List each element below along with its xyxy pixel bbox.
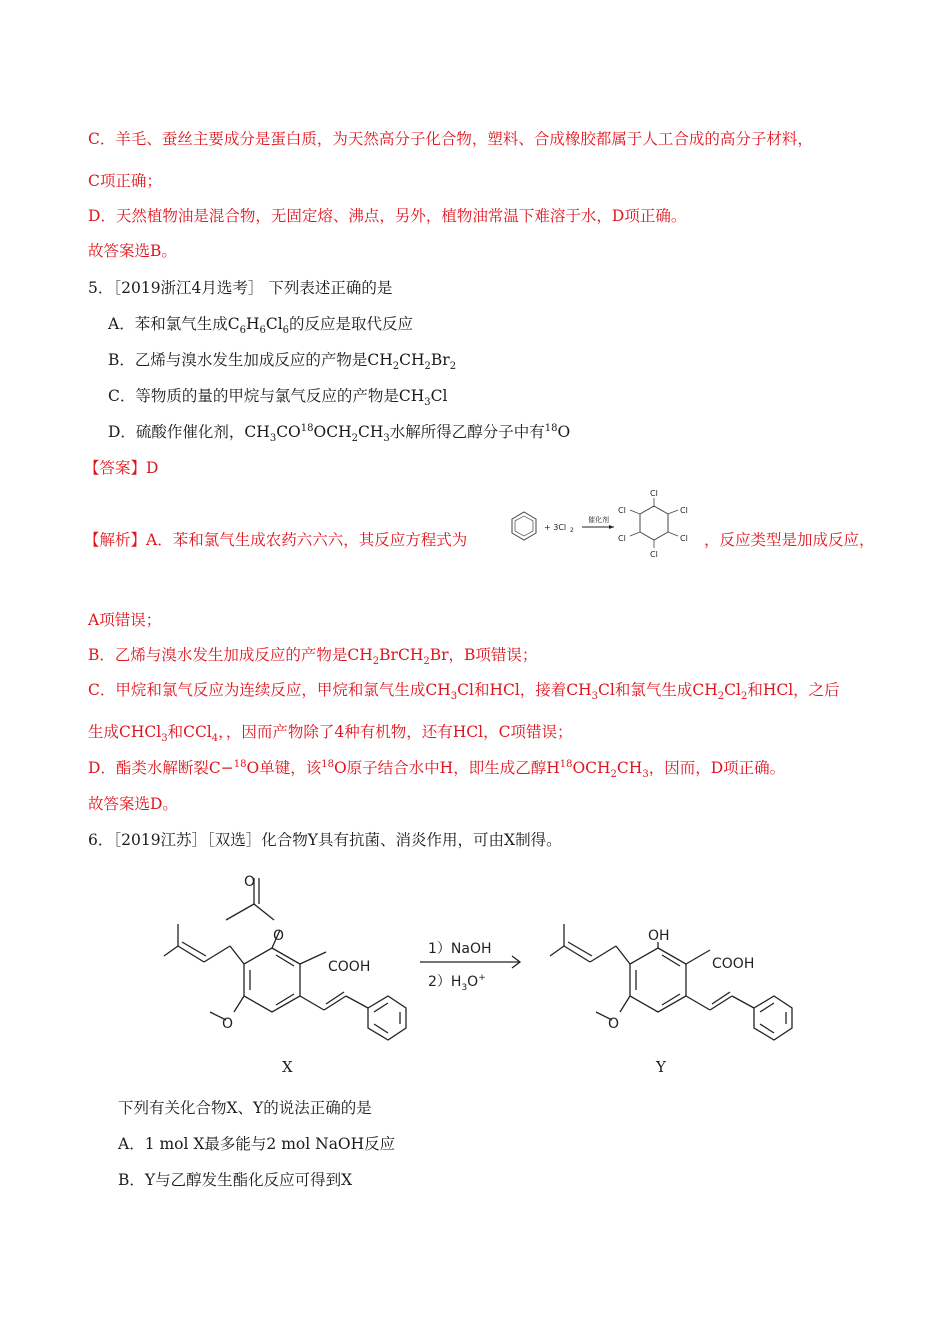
a-wrong-text: A项错误； <box>88 611 162 629</box>
catalyst-text: 催化剂 <box>588 516 609 524</box>
x-carbonyl-o: O <box>244 874 256 890</box>
option-c-text-2: C项正确； <box>88 172 162 190</box>
cl-label: Cl <box>680 506 688 515</box>
benzene-chlorination-equation <box>506 484 706 576</box>
question-5-stem: 5．［2019浙江4月选考］ 下列表述正确的是 <box>88 279 393 297</box>
svg-text:2: 2 <box>570 527 574 534</box>
y-hydroxyl-label: OH <box>648 928 670 944</box>
analysis-c-text-2: 生成CHCl$_3$和CCl$_4$，，因而产物除了4种有机物，还有HCl，C项错误； <box>88 723 573 745</box>
reagent-text: + 3Cl <box>544 523 567 532</box>
condition-1: 1）NaOH <box>428 941 492 957</box>
cl-label: Cl <box>650 550 658 559</box>
q5-option-b: B．乙烯与溴水发生加成反应的产物是$CH_2CH_2Br_2$ <box>108 351 457 373</box>
x-methoxy-o: O <box>222 1016 234 1032</box>
answer-b-text: 故答案选B。 <box>88 242 177 260</box>
q6-option-b: B．Y与乙醇发生酯化反应可得到X <box>118 1171 353 1189</box>
analysis-prefix: 【解析】A．苯和氯气生成农药六六六，其反应方程式为 <box>84 531 468 549</box>
q6-prompt: 下列有关化合物X、Y的说法正确的是 <box>118 1099 372 1117</box>
cl-label: Cl <box>618 534 626 543</box>
y-cooh-label: COOH <box>712 956 755 972</box>
cl-label: Cl <box>680 534 688 543</box>
compound-x-label: X <box>282 1058 293 1076</box>
condition-2: $2)H_3O^+$ <box>428 973 486 993</box>
option-d-text: D．天然植物油是混合物，无固定熔、沸点，另外，植物油常温下难溶于水，D项正确。 <box>88 207 687 225</box>
x-cooh-label: COOH <box>328 959 371 975</box>
cl-label: Cl <box>650 489 658 498</box>
answer-d-text: 故答案选D。 <box>88 795 178 813</box>
question-6-stem: 6．［2019江苏］［双选］化合物Y具有抗菌、消炎作用，可由X制得。 <box>88 831 562 849</box>
analysis-b-text: B．乙烯与溴水发生加成反应的产物是$CH_2BrCH_2Br$，B项错误； <box>88 646 538 668</box>
q5-option-d: D．硫酸作催化剂，$CH_3CO^{18}OCH_2CH_3$水解所得乙醇分子中有$^{18}$O <box>108 422 571 445</box>
x-ester-o: O <box>273 928 285 944</box>
q6-option-a: A．1 mol X最多能与2 mol NaOH反应 <box>118 1135 396 1153</box>
y-core-ring <box>630 948 686 1012</box>
cyclohexane-ring <box>640 506 668 540</box>
reaction-scheme <box>160 862 800 1082</box>
x-core-ring <box>244 948 300 1012</box>
q5-option-c: C．等物质的量的甲烷与氯气反应的产物是$CH_3Cl$ <box>108 387 448 409</box>
analysis-c-text-1: C．甲烷和氯气反应为连续反应，甲烷和氯气生成$CH_3Cl$和HCl，接着$CH_3Cl$和氯气生成$CH_2Cl_2$和HCl，之后 <box>88 681 840 703</box>
q5-option-a: A．苯和氯气生成$C_6H_6Cl_6$的反应是取代反应 <box>108 315 414 337</box>
analysis-d-text: D．酯类水解断裂C−$^{18}$O单键，该$^{18}$O原子结合水中H，即生成乙醇$H^{18}OCH_2CH_3$，因而，D项正确。 <box>88 758 786 781</box>
compound-y-label: Y <box>656 1058 666 1076</box>
analysis-suffix: ，反应类型是加成反应， <box>704 531 875 549</box>
cl-label: Cl <box>618 506 626 515</box>
answer-label: 【答案】D <box>84 459 159 477</box>
y-methoxy-o: O <box>608 1016 620 1032</box>
option-c-text-1: C．羊毛、蚕丝主要成分是蛋白质，为天然高分子化合物，塑料、合成橡胶都属于人工合成的高分子材料， <box>88 130 813 148</box>
